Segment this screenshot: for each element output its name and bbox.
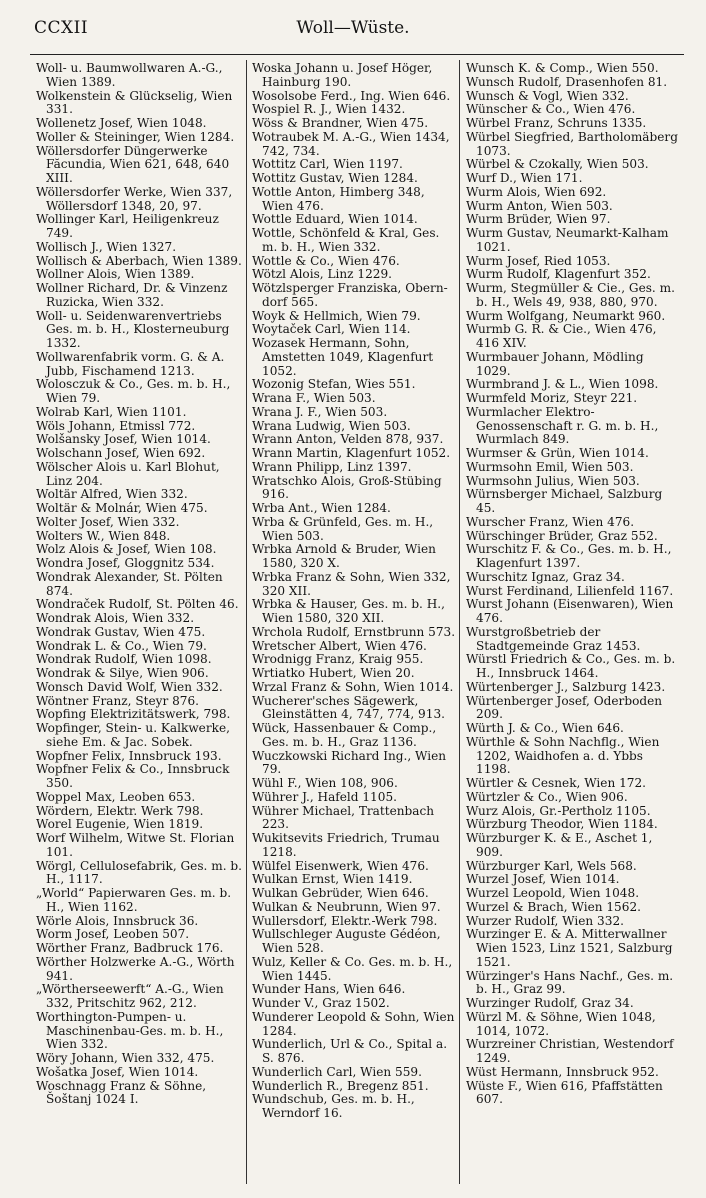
directory-entry: Wurm Josef, Ried 1053. (466, 253, 611, 268)
directory-entry: Wollenetz Josef, Wien 1048. (36, 116, 207, 130)
directory-entry: Wülfel Eisenwerk, Wien 476. (252, 858, 429, 873)
directory-entry: Wrana J. F., Wien 503. (252, 404, 388, 419)
directory-entry: Wurzel Leopold, Wien 1048. (466, 886, 640, 900)
directory-entry: Wurstgroßbetrieb der Stadtgemeinde Graz 1453. (466, 624, 641, 653)
directory-entry: Würzburg Theodor, Wien 1184. (466, 817, 658, 832)
directory-entry: Wottle Eduard, Wien 1014. (252, 212, 418, 227)
directory-entry: „World“ Papierwaren Ges. m. b. H., Wien 1162. (36, 886, 232, 914)
directory-entry: Wurmlacher Elektro-Genossenschaft r. G. m. b. H., Wurmlach 849. (466, 404, 659, 447)
directory-entry: Wondrak & Silye, Wien 906. (36, 666, 209, 680)
directory-entry: Wunderlich Carl, Wien 559. (252, 1064, 422, 1079)
directory-entry: Wolschann Josef, Wien 692. (36, 446, 206, 460)
directory-entry: Woltär Alfred, Wien 332. (36, 487, 188, 502)
directory-entry: „Wörtherseewerft“ A.-G., Wien 332, Pritschitz 962, 212. (36, 982, 224, 1010)
directory-entry: Wötzl Alois, Linz 1229. (252, 267, 393, 282)
directory-entry: Wöss & Brandner, Wien 475. (252, 116, 429, 130)
directory-entry: Wrbka Arnold & Bruder, Wien 1580, 320 X. (252, 542, 436, 570)
directory-entry: Würzl M. & Söhne, Wien 1048, 1014, 1072. (466, 1009, 656, 1038)
directory-entry: Wottitz Gustav, Wien 1284. (252, 171, 418, 185)
directory-entry: Wunsch Rudolf, Drasenhofen 81. (466, 74, 668, 89)
directory-entry: Wulz, Keller & Co. Ges. m. b. H., Wien 1445. (252, 954, 453, 983)
directory-entry: Wopfing Elektrizitätswerk, 798. (36, 707, 231, 722)
directory-entry: Wördern, Elektr. Werk 798. (36, 803, 204, 818)
column-divider (459, 60, 460, 1184)
directory-entry: Wörther Franz, Badbruck 176. (36, 941, 224, 955)
directory-entry: Wunsch K. & Comp., Wien 550. (466, 62, 659, 75)
directory-entry: Wullersdorf, Elektr.-Werk 798. (252, 913, 438, 928)
directory-entry: Wurmsohn Julius, Wien 503. (466, 473, 640, 488)
directory-entry: Wollner Alois, Wien 1389. (36, 267, 195, 282)
directory-entry: Wöllersdorfer Werke, Wien 337, Wöllersdorf 1348, 20, 97. (36, 184, 233, 213)
directory-entry: Woller & Steininger, Wien 1284. (36, 129, 235, 144)
directory-entry: Wondrak Gustav, Wien 475. (36, 624, 206, 639)
directory-entry: Wrchola Rudolf, Ernstbrunn 573. (252, 624, 456, 639)
directory-entry: Wrodnigg Franz, Kraig 955. (252, 652, 424, 667)
directory-entry: Wrann Martin, Klagenfurt 1052. (252, 446, 451, 460)
directory-entry: Wrann Anton, Velden 878, 937. (252, 432, 444, 447)
directory-entry: Wurmbauer Johann, Mödling 1029. (466, 349, 644, 378)
directory-entry: Wurst Johann (Eisenwaren), Wien 476. (466, 597, 674, 625)
directory-entry: Wolšansky Josef, Wien 1014. (36, 432, 211, 447)
directory-entry: Wüste F., Wien 616, Pfaffstätten 607. (466, 1078, 663, 1107)
directory-entry: Wratschko Alois, Groß-Stübing 916. (252, 473, 442, 502)
directory-entry: Wörgl, Cellulosefabrik, Ges. m. b. H., 1117. (36, 858, 242, 887)
directory-entry: Wondrak L. & Co., Wien 79. (36, 638, 207, 653)
directory-entry: Wollwarenfabrik vorm. G. & A. Jubb, Fischamend 1213. (36, 349, 225, 378)
directory-entry: Wunder Hans, Wien 646. (252, 982, 406, 997)
directory-entry: Wurmbrand J. & L., Wien 1098. (466, 377, 659, 392)
directory-entry: Worm Josef, Leoben 507. (36, 927, 190, 942)
directory-entry: Worf Wilhelm, Witwe St. Florian 101. (36, 831, 235, 859)
directory-entry: Wrann Philipp, Linz 1397. (252, 459, 412, 474)
directory-entry: Wurm Gustav, Neumarkt-Kalham 1021. (466, 226, 669, 254)
directory-entry: Wurm Brüder, Wien 97. (466, 212, 611, 227)
directory-entry: Wrzal Franz & Sohn, Wien 1014. (252, 679, 454, 694)
directory-entry: Wöls Johann, Etmissl 772. (36, 418, 196, 433)
directory-entry: Würzburger Karl, Wels 568. (466, 858, 637, 873)
directory-entry: Wöntner Franz, Steyr 876. (36, 693, 200, 708)
directory-entry: Wottitz Carl, Wien 1197. (252, 157, 403, 172)
directory-entry: Würthle & Sohn Nachflg., Wien 1202, Waidhofen a. d. Ybbs 1198. (466, 734, 660, 777)
directory-entry: Wurm Anton, Wien 503. (466, 198, 613, 213)
directory-entry: Wotraubek M. A.-G., Wien 1434, 742, 734. (252, 129, 450, 158)
directory-entry: Woppel Max, Leoben 653. (36, 789, 196, 804)
directory-entry: Worthington-Pumpen- u. Maschinenbau-Ges. m. b. H., Wien 332. (36, 1009, 224, 1052)
directory-entry: Würth J. & Co., Wien 646. (466, 721, 624, 735)
directory-entry: Wolrab Karl, Wien 1101. (36, 404, 187, 419)
directory-entry: Wurzinger E. & A. Mitterwallner Wien 1523, Linz 1521, Salzburg 1521. (466, 927, 673, 969)
directory-entry: Würtler & Cesnek, Wien 172. (466, 776, 647, 790)
directory-entry: Woll- u. Baumwollwaren A.-G., Wien 1389. (36, 62, 223, 89)
directory-entry: Wurschitz F. & Co., Ges. m. b. H., Klagenfurt 1397. (466, 542, 672, 570)
directory-entry: Wurst Ferdinand, Lilienfeld 1167. (466, 583, 674, 598)
directory-entry: Wozonig Stefan, Wies 551. (252, 377, 416, 392)
directory-entry: Wurmsohn Emil, Wien 503. (466, 459, 634, 474)
directory-entry: Wurzer Rudolf, Wien 332. (466, 913, 624, 928)
directory-entry: Wondraček Rudolf, St. Pölten 46. (36, 597, 239, 612)
directory-entry: Wošatka Josef, Wien 1014. (36, 1064, 199, 1079)
directory-entry: Würtenberger J., Salzburg 1423. (466, 679, 666, 694)
directory-entry: Wüst Hermann, Innsbruck 952. (466, 1064, 659, 1079)
directory-entry: Wopfner Felix, Innsbruck 193. (36, 748, 222, 763)
directory-entry: Wurschitz Ignaz, Graz 34. (466, 569, 625, 584)
directory-entry: Wunderer Leopold & Sohn, Wien 1284. (252, 1009, 455, 1038)
directory-entry: Wollner Richard, Dr. & Vinzenz Ruzicka, Wien 332. (36, 281, 228, 309)
directory-entry: Wurm Alois, Wien 692. (466, 184, 607, 199)
directory-entry: Wukitsevits Friedrich, Trumau 1218. (252, 831, 440, 859)
directory-entry: Wurmb G. R. & Cie., Wien 476, 416 XIV. (466, 322, 657, 350)
directory-entry: Wührer Michael, Trattenbach 223. (252, 803, 435, 832)
directory-entry: Würtzler & Co., Wien 906. (466, 789, 628, 804)
directory-entry: Wucherer'sches Sägewerk, Gleinstätten 4, 747, 774, 913. (252, 693, 445, 722)
directory-entry: Wurf D., Wien 171. (466, 171, 583, 185)
page-number: CCXII (34, 18, 89, 38)
directory-entry: Wrba & Grünfeld, Ges. m. H., Wien 503. (252, 514, 434, 543)
directory-entry: Wrana F., Wien 503. (252, 391, 376, 405)
directory-entry: Wondrak Rudolf, Wien 1098. (36, 652, 212, 667)
directory-entry: Würzburger K. & E., Aschet 1, 909. (466, 831, 653, 859)
directory-entry: Wullschleger Auguste Gédéon, Wien 528. (252, 927, 441, 955)
directory-entry: Wunder V., Graz 1502. (252, 996, 390, 1010)
directory-entry: Wurm Wolfgang, Neumarkt 960. (466, 308, 666, 323)
directory-entry: Würzinger's Hans Nachf., Ges. m. b. H., Graz 99. (466, 968, 674, 997)
directory-entry: Wolter Josef, Wien 332. (36, 514, 180, 529)
directory-entry: Wunderlich R., Bregenz 851. (252, 1078, 429, 1093)
directory-entry: Wurmfeld Moriz, Steyr 221. (466, 391, 638, 405)
directory-entry: Wurzel Josef, Wien 1014. (466, 872, 620, 887)
directory-entry: Wottle Anton, Himberg 348, Wien 476. (252, 184, 425, 213)
directory-entry: Wottle, Schönfeld & Kral, Ges. m. b. H., Wien 332. (252, 226, 440, 254)
directory-entry: Wolters W., Wien 848. (36, 528, 171, 543)
directory-entry: Wünscher & Co., Wien 476. (466, 102, 636, 117)
directory-entry: Wührer J., Hafeld 1105. (252, 789, 397, 804)
directory-entry: Wötzlsperger Franziska, Obern-dorf 565. (252, 281, 448, 309)
directory-entry: Wulkan Gebrüder, Wien 646. (252, 886, 429, 900)
directory-entry: Wrana Ludwig, Wien 503. (252, 418, 411, 433)
directory-entry: Würbel & Czokally, Wien 503. (466, 157, 649, 172)
directory-entry: Wörle Alois, Innsbruck 36. (36, 913, 199, 928)
directory-entry: Woytaček Carl, Wien 114. (252, 322, 411, 337)
directory-entry: Wurzel & Brach, Wien 1562. (466, 899, 641, 914)
directory-entry: Würbel Siegfried, Bartholomäberg 1073. (466, 129, 678, 158)
directory-entry: Wondrak Alois, Wien 332. (36, 611, 195, 625)
directory-entry: Wondrak Alexander, St. Pölten 874. (36, 569, 223, 598)
directory-entry: Wolkenstein & Glückselig, Wien 331. (36, 88, 233, 117)
header-rule (30, 54, 684, 55)
directory-entry: Wöllersdorfer Düngerwerke Făcundia, Wien 621, 648, 640 XIII. (36, 143, 230, 185)
directory-entry: Wurzreiner Christian, Westendorf 1249. (466, 1037, 674, 1065)
directory-entry: Würstl Friedrich & Co., Ges. m. b. H., Innsbruck 1464. (466, 652, 676, 680)
directory-entry: Wörther Holzwerke A.-G., Wörth 941. (36, 954, 235, 983)
directory-entry: Wrtiatko Hubert, Wien 20. (252, 666, 415, 680)
directory-entry: Wollinger Karl, Heiligenkreuz 749. (36, 212, 219, 240)
directory-entry: Wretscher Albert, Wien 476. (252, 638, 427, 653)
directory-entry: Wurm, Stegmüller & Cie., Ges. m. b. H., Wels 49, 938, 880, 970. (466, 281, 675, 309)
page-title: Woll—Wüste. (296, 18, 410, 38)
directory-entry: Wondra Josef, Gloggnitz 534. (36, 556, 215, 570)
directory-entry: Wospiel R. J., Wien 1432. (252, 102, 406, 117)
column-3 (466, 62, 678, 1182)
directory-entry: Wosolsobe Ferd., Ing. Wien 646. (252, 88, 451, 103)
directory-entry: Wühl F., Wien 108, 906. (252, 776, 398, 790)
directory-entry: Wopfinger, Stein- u. Kalkwerke, siehe Em. & Jac. Sobek. (36, 721, 230, 749)
directory-entry: Woska Johann u. Josef Höger, Hainburg 190. (252, 62, 433, 89)
directory-entry: Wulkan & Neubrunn, Wien 97. (252, 899, 441, 914)
directory-entry: Wonsch David Wolf, Wien 332. (36, 679, 223, 694)
directory-entry: Wunderlich, Url & Co., Spital a. S. 876. (252, 1037, 448, 1065)
directory-entry: Wollisch J., Wien 1327. (36, 239, 177, 254)
directory-entry: Wrba Ant., Wien 1284. (252, 501, 391, 515)
directory-entry: Wollisch & Aberbach, Wien 1389. (36, 253, 242, 268)
column-1 (36, 62, 244, 1182)
directory-entry: Wurmser & Grün, Wien 1014. (466, 446, 649, 460)
directory-entry: Woltär & Molnár, Wien 475. (36, 501, 208, 515)
directory-entry: Würnsberger Michael, Salzburg 45. (466, 487, 663, 515)
directory-entry: Wölscher Alois u. Karl Blohut, Linz 204. (36, 459, 220, 488)
column-divider (246, 60, 247, 1184)
directory-entry: Würbel Franz, Schruns 1335. (466, 116, 647, 130)
directory-entry: Wrbka & Hauser, Ges. m. b. H., Wien 1580, 320 XII. (252, 597, 445, 625)
directory-entry: Wottle & Co., Wien 476. (252, 253, 400, 268)
directory-entry: Wurscher Franz, Wien 476. (466, 514, 635, 529)
directory-entry: Wolz Alois & Josef, Wien 108. (36, 542, 217, 557)
directory-entry: Wuczkowski Richard Ing., Wien 79. (252, 748, 447, 777)
directory-entry: Woschnagg Franz & Söhne, Šoštanj 1024 I. (36, 1078, 207, 1107)
column-2 (252, 62, 456, 1182)
directory-entry: Wundschub, Ges. m. b. H., Werndorf 16. (252, 1092, 415, 1120)
directory-entry: Wurm Rudolf, Klagenfurt 352. (466, 267, 651, 282)
directory-entry: Worel Eugenie, Wien 1819. (36, 817, 204, 832)
directory-entry: Wurz Alois, Gr.-Pertholz 1105. (466, 803, 651, 818)
directory-entry: Würschinger Brüder, Graz 552. (466, 528, 658, 543)
directory-entry: Wunsch & Vogl, Wien 332. (466, 88, 629, 103)
directory-entry: Würtenberger Josef, Oderboden 209. (466, 693, 663, 722)
directory-entry: Wopfner Felix & Co., Innsbruck 350. (36, 762, 230, 790)
directory-entry: Wrbka Franz & Sohn, Wien 332, 320 XII. (252, 569, 451, 598)
directory-entry: Woyk & Hellmich, Wien 79. (252, 308, 421, 323)
directory-entry: Woll- u. Seidenwarenvertriebs Ges. m. b. H., Klosterneuburg 1332. (36, 308, 230, 350)
directory-entry: Wolosczuk & Co., Ges. m. b. H., Wien 79. (36, 377, 231, 405)
directory-entry: Wöry Johann, Wien 332, 475. (36, 1051, 215, 1065)
directory-entry: Wulkan Ernst, Wien 1419. (252, 872, 413, 887)
directory-entry: Wurzinger Rudolf, Graz 34. (466, 996, 634, 1010)
directory-entry: Wozasek Hermann, Sohn, Amstetten 1049, Klagenfurt 1052. (252, 336, 434, 378)
directory-entry: Wück, Hassenbauer & Comp., Ges. m. b. H., Graz 1136. (252, 721, 437, 749)
